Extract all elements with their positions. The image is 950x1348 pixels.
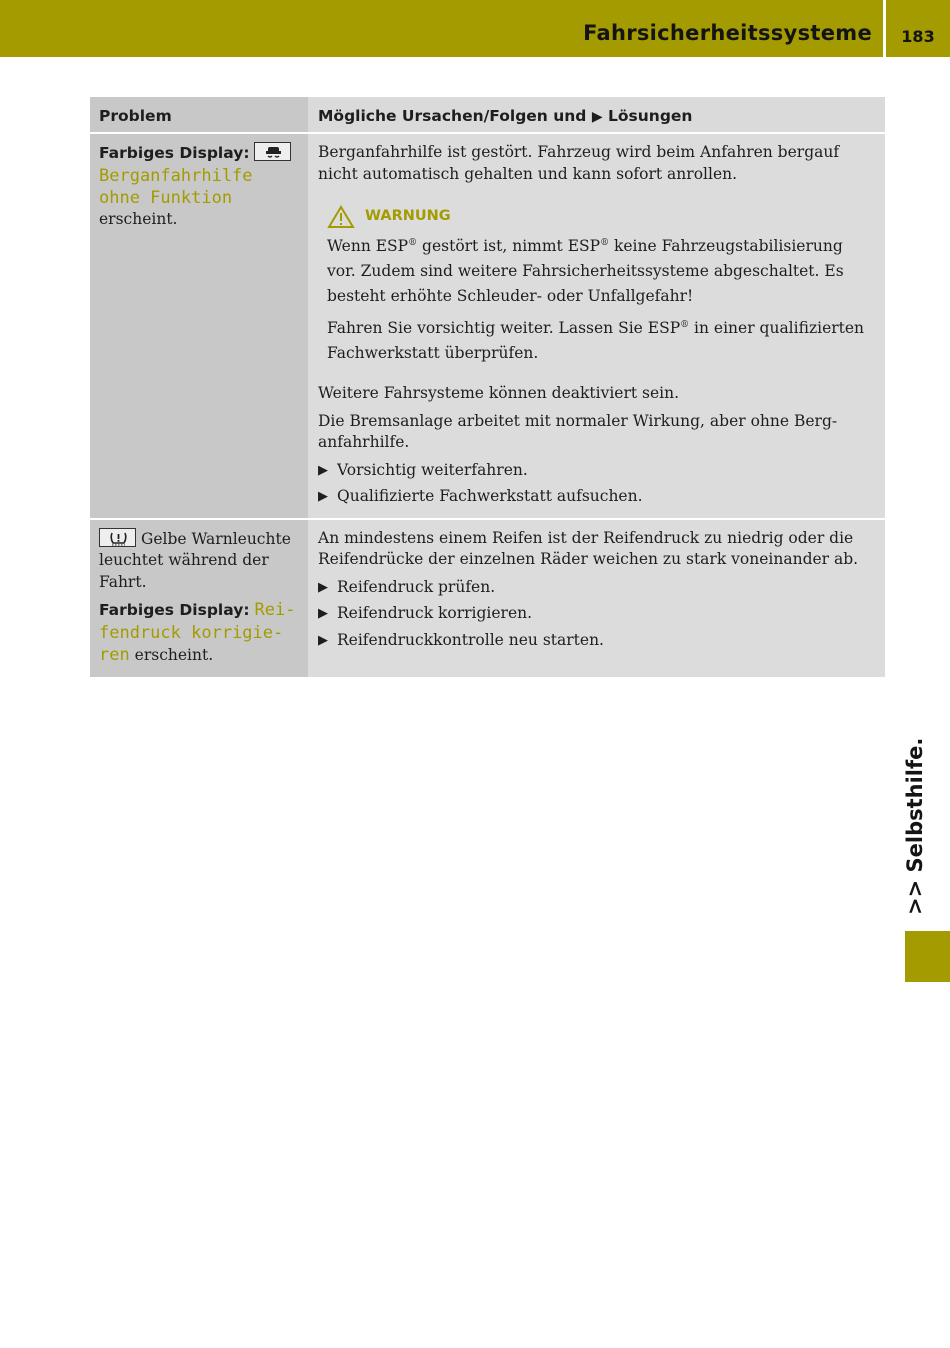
bullet-arrow-icon: ▶ bbox=[318, 579, 328, 595]
table-row bbox=[90, 132, 885, 518]
problem-cell bbox=[90, 520, 308, 677]
column-header-causes-label: Mögliche Ursachen/Folgen und bbox=[318, 107, 587, 125]
display-label: Farbiges Display: bbox=[99, 144, 250, 162]
column-header-causes bbox=[308, 97, 885, 132]
bullet-arrow-icon: ▶ bbox=[318, 489, 328, 504]
display-message: Berganfahrhilfe ohne Funktion bbox=[99, 165, 253, 208]
bullet-arrow-icon: ▶ bbox=[318, 632, 328, 648]
display-suffix: erscheint. bbox=[99, 209, 178, 228]
cause-text: Berganfahrhilfe ist gestört. Fahrzeug wird beim Anfahren bergauf nicht automatisch gehalten und kann sofort anrollen. bbox=[318, 143, 840, 183]
display-label: Farbiges Display: bbox=[99, 601, 250, 619]
action-item: ▶ Reifendruck korrigieren. bbox=[318, 603, 876, 625]
bullet-arrow-icon: ▶ bbox=[318, 462, 328, 478]
warning-lamp-text: Gelbe Warnleuchte leuchtet während der Fahrt. bbox=[99, 529, 291, 591]
section-tab-marker bbox=[905, 931, 950, 982]
cause-text: An mindestens einem Reifen ist der Reifendruck zu niedrig oder die Reifendrücke der einzelnen Räder weichen zu stark voneinander ab. bbox=[318, 528, 859, 568]
hill-start-assist-icon bbox=[254, 142, 291, 161]
action-item: ▶ Reifendruck prüfen. bbox=[318, 577, 876, 599]
page-number: 183 bbox=[901, 27, 935, 46]
action-item: ▶ Vorsichtig weiterfahren. bbox=[318, 460, 876, 482]
warning-paragraph-1: Wenn ESP® gestört ist, nimmt ESP® keine Fahrzeugstabilisierung vor. Zudem sind weitere Fahrsicherheitssysteme abgeschaltet. Es besteht erhöhte Schleuder- oder Unfallgefahr! bbox=[327, 237, 844, 305]
problem-table bbox=[90, 97, 885, 677]
display-suffix: erscheint. bbox=[134, 646, 214, 664]
warning-triangle-icon bbox=[327, 205, 355, 229]
warning-box bbox=[318, 191, 876, 383]
action-item: ▶ Reifendruckkontrolle neu starten. bbox=[318, 630, 876, 652]
column-header-solutions-label: Lösungen bbox=[608, 107, 693, 125]
warning-title: WARNUNG bbox=[365, 208, 451, 225]
action-item: ▶ Qualifizierte Fachwerkstatt aufsuchen. bbox=[318, 486, 876, 508]
page-number-box bbox=[886, 0, 950, 57]
tire-pressure-warning-icon bbox=[99, 528, 136, 547]
solution-cell bbox=[308, 520, 885, 677]
column-header-problem: Problem bbox=[90, 97, 308, 132]
section-tab-label: >> Selbsthilfe. bbox=[903, 737, 927, 915]
note-text: Weitere Fahrsysteme können deaktiviert sein. bbox=[318, 384, 680, 402]
table-row bbox=[90, 518, 885, 677]
solution-cell bbox=[308, 134, 885, 518]
bullet-arrow-icon: ▶ bbox=[318, 606, 328, 621]
warning-paragraph-2: Fahren Sie vorsichtig weiter. Lassen Sie ESP® in einer qualifizierten Fachwerkstatt überprüfen. bbox=[327, 319, 865, 362]
solution-arrow-icon: ▶ bbox=[591, 109, 603, 125]
problem-cell bbox=[90, 134, 308, 518]
display-message: Reifendruck korrigieren bbox=[99, 600, 296, 665]
table-header-row bbox=[90, 97, 885, 132]
page-title: Fahrsicherheitssysteme bbox=[583, 21, 872, 45]
note-text: Die Bremsanlage arbeitet mit normaler Wirkung, aber ohne Berganfahrhilfe. bbox=[318, 411, 838, 451]
